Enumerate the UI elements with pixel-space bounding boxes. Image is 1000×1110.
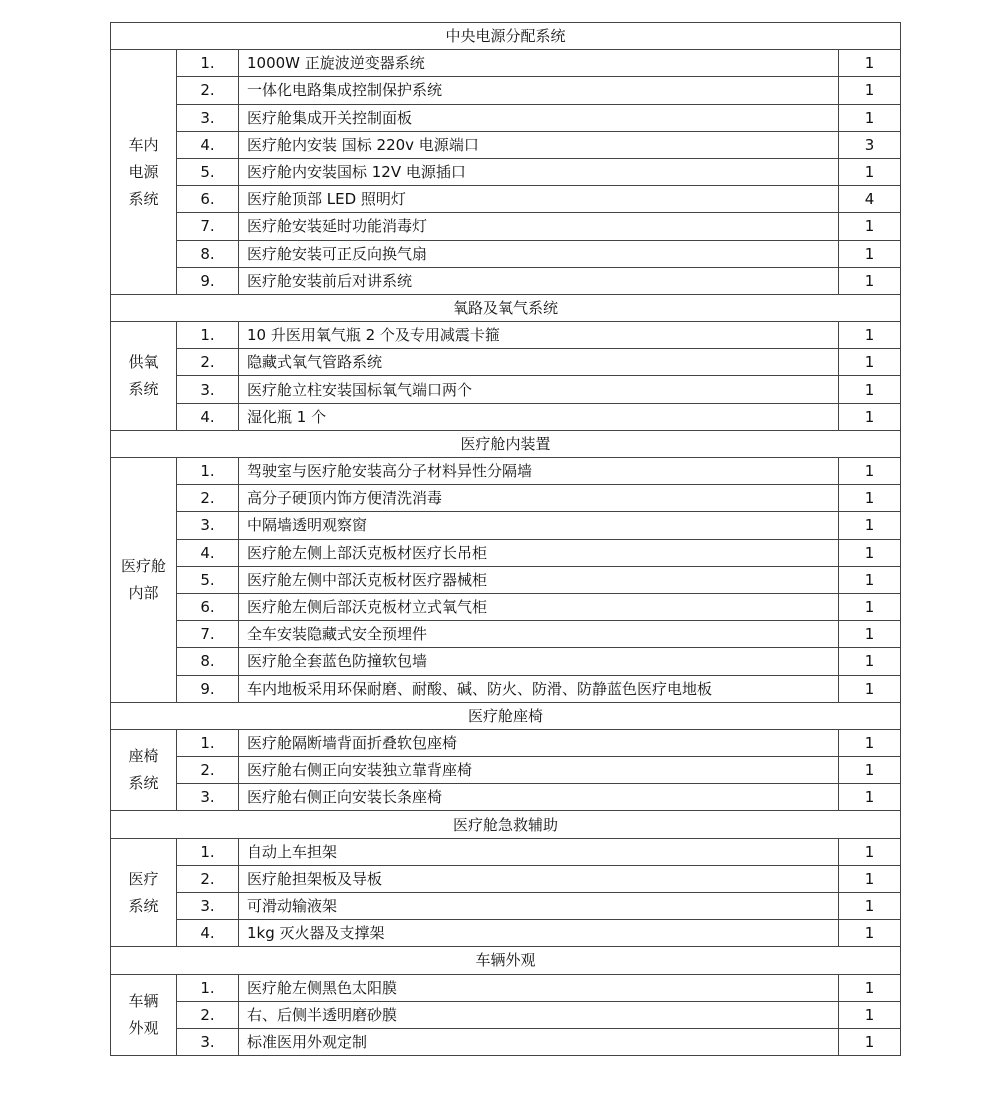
table-row — [111, 1028, 901, 1055]
item-name: 医疗舱立柱安装国标氧气端口两个 — [239, 376, 839, 403]
item-number: 2. — [177, 77, 239, 104]
item-name: 医疗舱内安装 国标 220v 电源端口 — [239, 131, 839, 158]
item-name: 全车安装隐藏式安全预埋件 — [239, 621, 839, 648]
item-number: 1. — [177, 322, 239, 349]
item-number: 3. — [177, 376, 239, 403]
item-quantity: 1 — [839, 865, 901, 892]
item-number: 6. — [177, 593, 239, 620]
item-name: 10 升医用氧气瓶 2 个及专用减震卡箍 — [239, 322, 839, 349]
item-name: 1000W 正旋波逆变器系统 — [239, 50, 839, 77]
item-quantity: 1 — [839, 974, 901, 1001]
table-row — [111, 376, 901, 403]
item-number: 4. — [177, 131, 239, 158]
item-number: 1. — [177, 974, 239, 1001]
item-number: 1. — [177, 838, 239, 865]
item-name: 车内地板采用环保耐磨、耐酸、碱、防火、防滑、防静蓝色医疗电地板 — [239, 675, 839, 702]
table-row — [111, 213, 901, 240]
item-quantity: 1 — [839, 322, 901, 349]
item-number: 3. — [177, 104, 239, 131]
table-row — [111, 104, 901, 131]
table-row — [111, 566, 901, 593]
item-name: 驾驶室与医疗舱安装高分子材料异性分隔墙 — [239, 458, 839, 485]
item-quantity: 3 — [839, 131, 901, 158]
table-row — [111, 349, 901, 376]
category-cell: 车辆 外观 — [111, 974, 177, 1056]
item-quantity: 1 — [839, 1001, 901, 1028]
item-quantity: 1 — [839, 920, 901, 947]
item-number: 8. — [177, 240, 239, 267]
item-number: 9. — [177, 267, 239, 294]
table-row — [111, 593, 901, 620]
category-cell: 座椅 系统 — [111, 729, 177, 811]
section-title: 氧路及氧气系统 — [111, 294, 901, 321]
item-quantity: 1 — [839, 1028, 901, 1055]
item-quantity: 1 — [839, 485, 901, 512]
item-quantity: 1 — [839, 838, 901, 865]
item-number: 1. — [177, 458, 239, 485]
item-number: 9. — [177, 675, 239, 702]
section-title: 中央电源分配系统 — [111, 23, 901, 50]
item-name: 医疗舱内安装国标 12V 电源插口 — [239, 158, 839, 185]
item-number: 3. — [177, 512, 239, 539]
item-quantity: 1 — [839, 593, 901, 620]
item-number: 6. — [177, 186, 239, 213]
table-row — [111, 648, 901, 675]
item-quantity: 1 — [839, 621, 901, 648]
table-row — [111, 893, 901, 920]
item-name: 1kg 灭火器及支撑架 — [239, 920, 839, 947]
item-quantity: 4 — [839, 186, 901, 213]
section-header-row — [111, 294, 901, 321]
item-number: 4. — [177, 403, 239, 430]
item-quantity: 1 — [839, 158, 901, 185]
table-row — [111, 784, 901, 811]
category-cell: 医疗 系统 — [111, 838, 177, 947]
item-quantity: 1 — [839, 458, 901, 485]
section-title: 医疗舱急救辅助 — [111, 811, 901, 838]
item-quantity: 1 — [839, 566, 901, 593]
item-number: 2. — [177, 757, 239, 784]
item-quantity: 1 — [839, 675, 901, 702]
item-number: 1. — [177, 729, 239, 756]
item-number: 1. — [177, 50, 239, 77]
item-number: 2. — [177, 1001, 239, 1028]
table-row — [111, 675, 901, 702]
table-row — [111, 1001, 901, 1028]
item-quantity: 1 — [839, 77, 901, 104]
table-row — [111, 158, 901, 185]
item-quantity: 1 — [839, 539, 901, 566]
section-header-row — [111, 947, 901, 974]
item-quantity: 1 — [839, 512, 901, 539]
table-row — [111, 974, 901, 1001]
item-name: 医疗舱安装可正反向换气扇 — [239, 240, 839, 267]
category-cell: 医疗舱 内部 — [111, 458, 177, 703]
equipment-table — [110, 22, 901, 1056]
item-name: 医疗舱左侧中部沃克板材医疗器械柜 — [239, 566, 839, 593]
item-quantity: 1 — [839, 757, 901, 784]
item-quantity: 1 — [839, 784, 901, 811]
table-row — [111, 865, 901, 892]
table-row — [111, 267, 901, 294]
item-number: 3. — [177, 784, 239, 811]
item-number: 5. — [177, 566, 239, 593]
item-name: 中隔墙透明观察窗 — [239, 512, 839, 539]
item-quantity: 1 — [839, 104, 901, 131]
item-name: 医疗舱全套蓝色防撞软包墙 — [239, 648, 839, 675]
item-quantity: 1 — [839, 893, 901, 920]
table-row — [111, 757, 901, 784]
table-row — [111, 621, 901, 648]
table-row — [111, 50, 901, 77]
table-row — [111, 539, 901, 566]
item-quantity: 1 — [839, 240, 901, 267]
item-name: 医疗舱右侧正向安装长条座椅 — [239, 784, 839, 811]
item-number: 2. — [177, 865, 239, 892]
item-name: 右、后侧半透明磨砂膜 — [239, 1001, 839, 1028]
item-name: 自动上车担架 — [239, 838, 839, 865]
item-number: 3. — [177, 1028, 239, 1055]
section-title: 医疗舱座椅 — [111, 702, 901, 729]
item-name: 医疗舱集成开关控制面板 — [239, 104, 839, 131]
item-number: 7. — [177, 621, 239, 648]
item-name: 医疗舱左侧后部沃克板材立式氧气柜 — [239, 593, 839, 620]
item-quantity: 1 — [839, 729, 901, 756]
item-name: 湿化瓶 1 个 — [239, 403, 839, 430]
table-row — [111, 838, 901, 865]
item-name: 医疗舱左侧上部沃克板材医疗长吊柜 — [239, 539, 839, 566]
item-name: 一体化电路集成控制保护系统 — [239, 77, 839, 104]
item-name: 医疗舱隔断墙背面折叠软包座椅 — [239, 729, 839, 756]
table-row — [111, 512, 901, 539]
item-name: 高分子硬顶内饰方便清洗消毒 — [239, 485, 839, 512]
table-row — [111, 729, 901, 756]
item-number: 7. — [177, 213, 239, 240]
item-name: 医疗舱顶部 LED 照明灯 — [239, 186, 839, 213]
item-quantity: 1 — [839, 376, 901, 403]
item-name: 医疗舱左侧黑色太阳膜 — [239, 974, 839, 1001]
item-quantity: 1 — [839, 267, 901, 294]
section-title: 车辆外观 — [111, 947, 901, 974]
item-name: 医疗舱安装延时功能消毒灯 — [239, 213, 839, 240]
item-name: 医疗舱担架板及导板 — [239, 865, 839, 892]
item-name: 标准医用外观定制 — [239, 1028, 839, 1055]
item-quantity: 1 — [839, 213, 901, 240]
item-number: 2. — [177, 349, 239, 376]
table-row — [111, 186, 901, 213]
section-header-row — [111, 23, 901, 50]
category-cell: 车内 电源 系统 — [111, 50, 177, 295]
section-header-row — [111, 811, 901, 838]
category-cell: 供氧 系统 — [111, 322, 177, 431]
item-quantity: 1 — [839, 648, 901, 675]
table-row — [111, 240, 901, 267]
equipment-table-body — [111, 23, 901, 1056]
section-header-row — [111, 702, 901, 729]
table-row — [111, 485, 901, 512]
section-header-row — [111, 430, 901, 457]
item-number: 4. — [177, 539, 239, 566]
section-title: 医疗舱内装置 — [111, 430, 901, 457]
item-quantity: 1 — [839, 349, 901, 376]
item-name: 医疗舱安装前后对讲系统 — [239, 267, 839, 294]
table-row — [111, 131, 901, 158]
table-row — [111, 403, 901, 430]
table-row — [111, 322, 901, 349]
item-name: 隐藏式氧气管路系统 — [239, 349, 839, 376]
item-number: 2. — [177, 485, 239, 512]
item-quantity: 1 — [839, 403, 901, 430]
table-row — [111, 77, 901, 104]
item-number: 3. — [177, 893, 239, 920]
item-quantity: 1 — [839, 50, 901, 77]
item-name: 医疗舱右侧正向安装独立靠背座椅 — [239, 757, 839, 784]
item-number: 4. — [177, 920, 239, 947]
item-number: 5. — [177, 158, 239, 185]
item-number: 8. — [177, 648, 239, 675]
item-name: 可滑动输液架 — [239, 893, 839, 920]
table-row — [111, 458, 901, 485]
table-row — [111, 920, 901, 947]
